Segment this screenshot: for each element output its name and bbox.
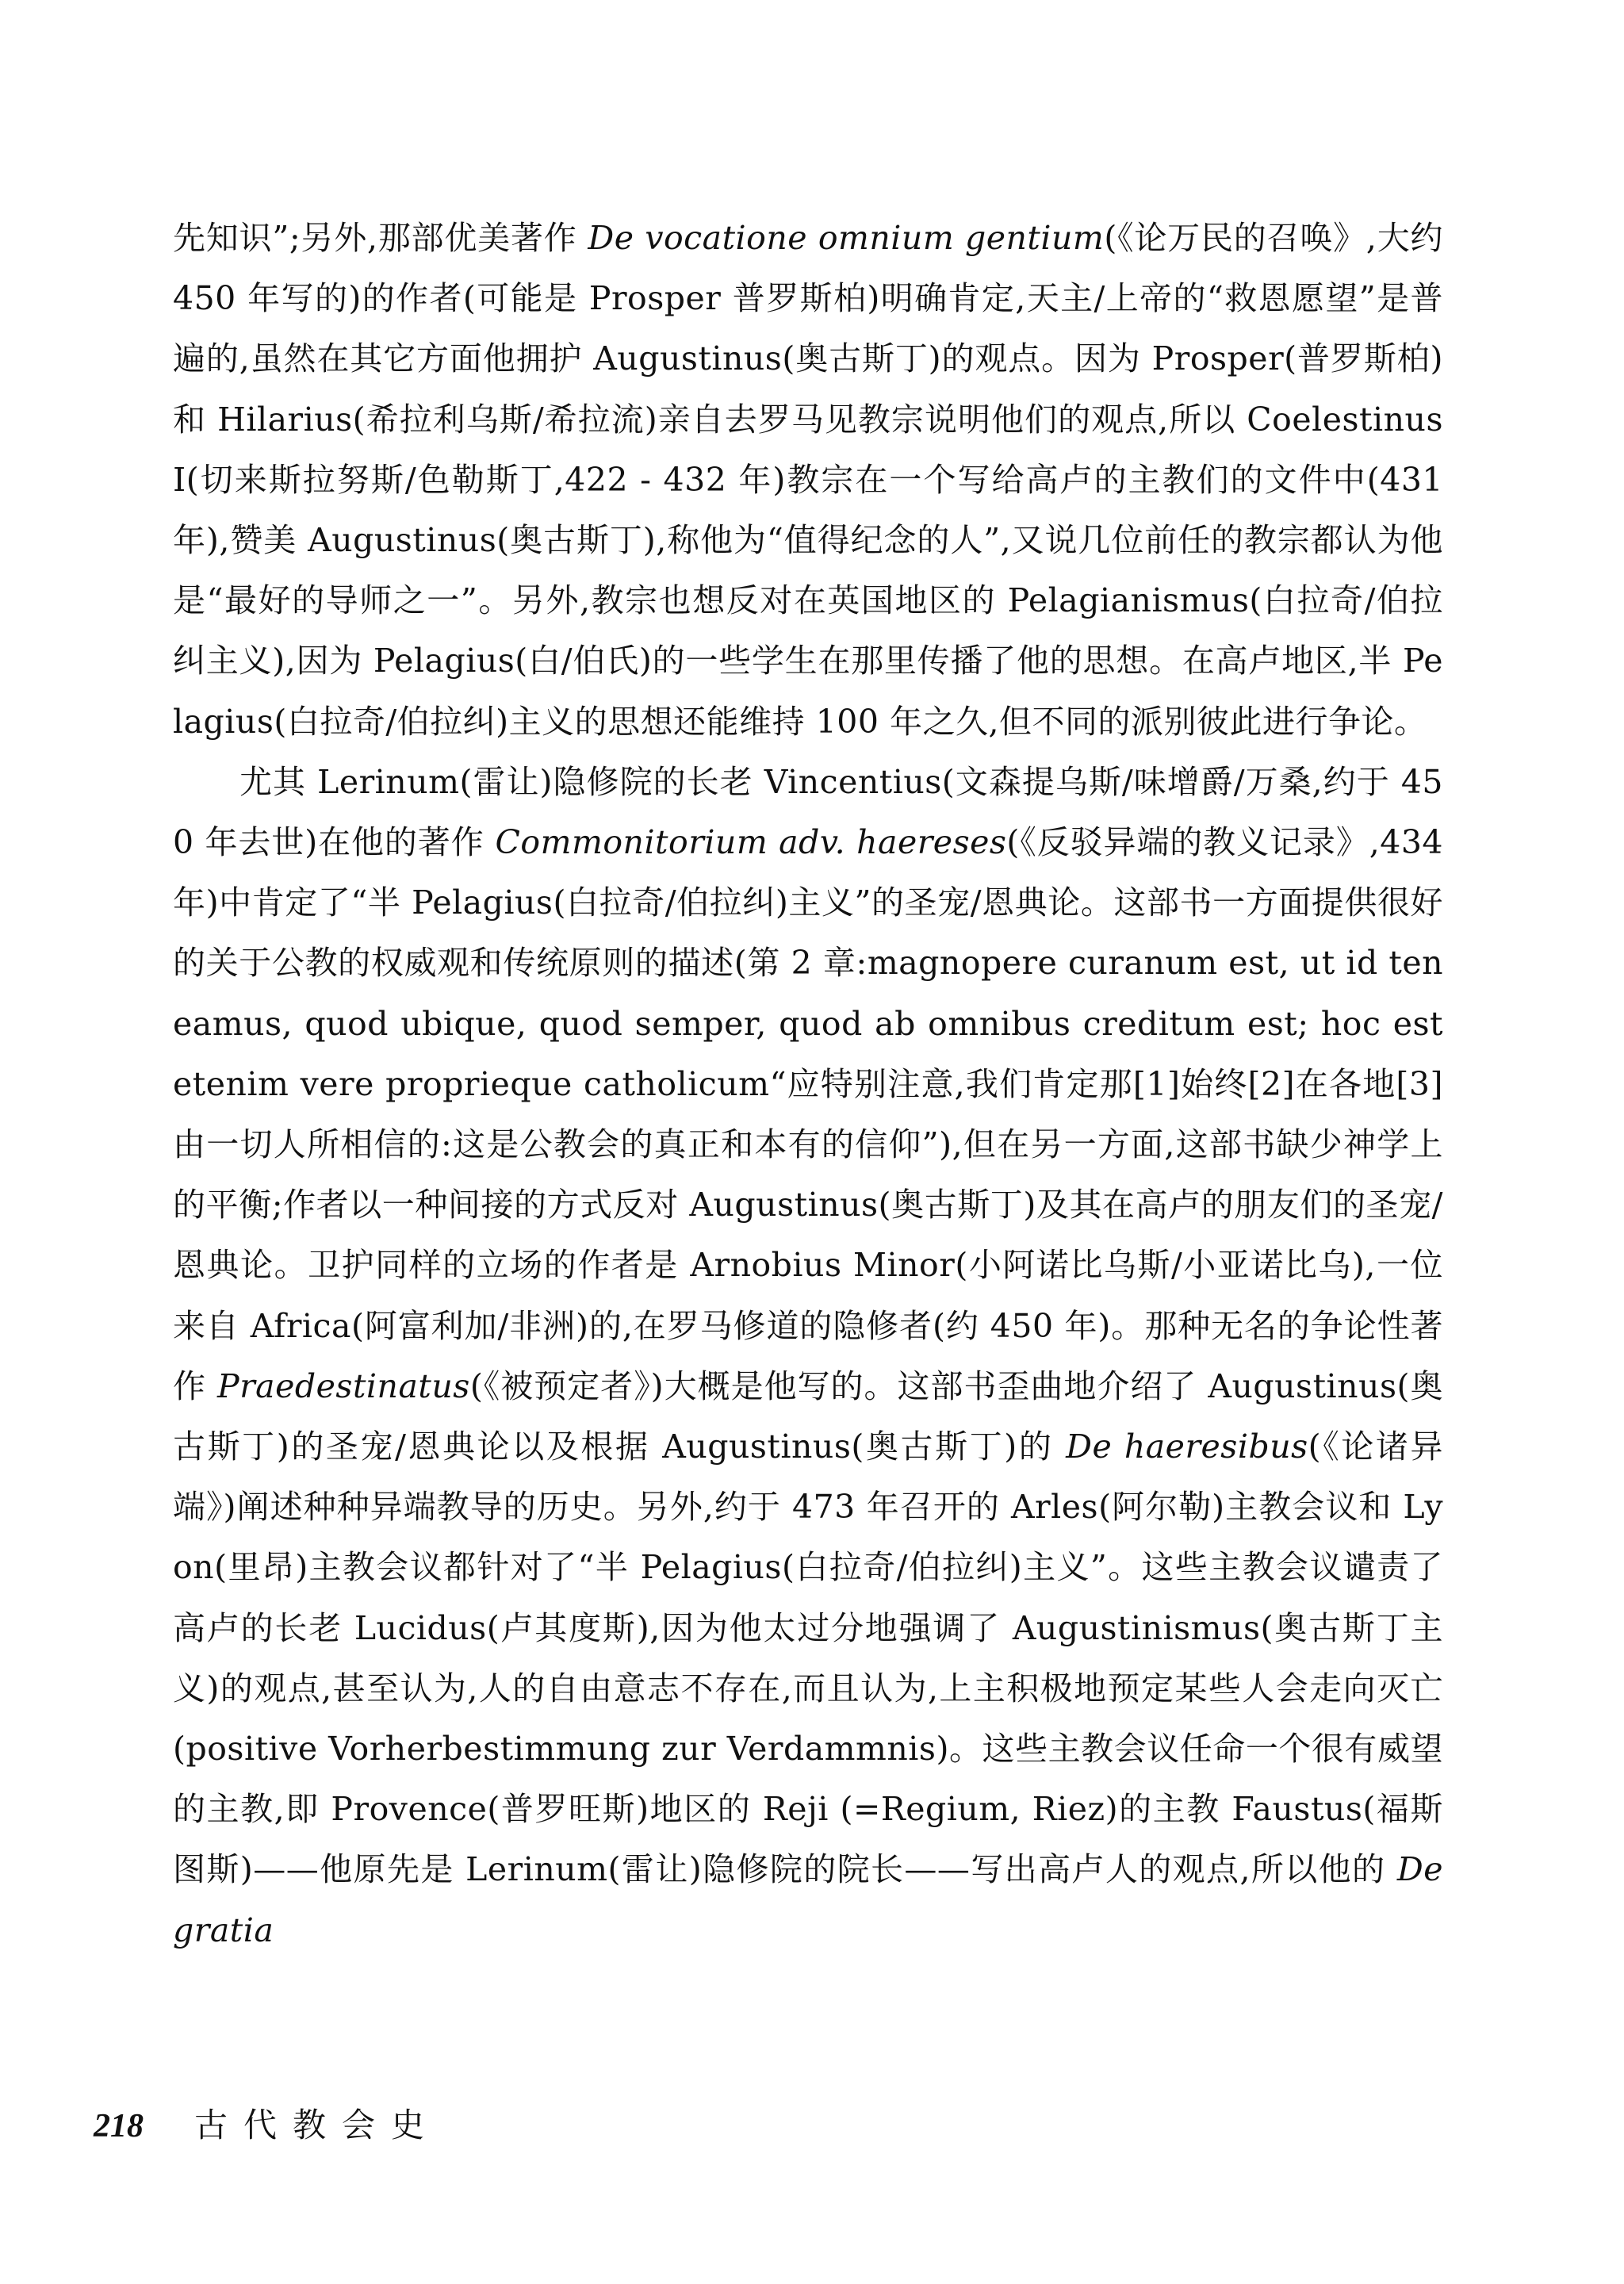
text-segment: 尤其 Lerinum(雷让)隐修院的长老 Vincentius(文森提乌斯/味增爵/万桑,约于 450 年去世)在他的著作 <box>173 762 1443 862</box>
text-segment: (《被预定者》)大概是他写的。这部书歪曲地介绍了 Augustinus(奥古斯丁)的圣宠/恩典论以及根据 Augustinus(奥古斯丁)的 <box>173 1366 1443 1466</box>
book-title-italic: Commonitorium adv. haereses <box>495 823 1007 862</box>
book-title-italic: Praedestinatus <box>217 1366 470 1405</box>
book-title-italic: De haeresibus <box>1066 1428 1308 1466</box>
text-segment: (《反驳异端的教义记录》,434 年)中肯定了“半 Pelagius(白拉奇/伯拉纠)主义”的圣宠/恩典论。这部书一方面提供很好的关于公教的权威观和传统原则的描述(第 2 章:magnopere curanum est, ut id teneamus, quod ubique, quod semper, quod ab omnibus creditum est; hoc est etenim vere proprieque catholicum“应特别注意,我们肯定那[1]始终[2]在各地[3]由一切人所相信的:这是公教会的真正和本有的信仰”),但在另一方面,这部书缺少神学上的平衡;作者以一种间接的方式反对 Augustinus(奥古斯丁)及其在高卢的朋友们的圣宠/恩典论。卫护同样的立场的作者是 Arnobius Minor(小阿诺比乌斯/小亚诺比乌),一位来自 Africa(阿富利加/非洲)的,在罗马修道的隐修者(约 450 年)。那种无名的争论性著作 <box>173 823 1443 1405</box>
page-number: 218 <box>94 2108 144 2144</box>
paragraph-2 <box>173 752 1443 1960</box>
page-body <box>173 208 1443 1960</box>
page-footer <box>94 2102 440 2149</box>
book-title-italic: De vocatione omnium gentium <box>588 219 1105 257</box>
text-segment: (《论万民的召唤》,大约 450 年写的)的作者(可能是 Prosper 普罗斯柏)明确肯定,天主/上帝的“救恩愿望”是普遍的,虽然在其它方面他拥护 Augustinus(奥古斯丁)的观点。因为 Prosper(普罗斯柏)和 Hilarius(希拉利乌斯/希拉流)亲自去罗马见教宗说明他们的观点,所以 Coelestinus I(切来斯拉努斯/色勒斯丁,422 - 432 年)教宗在一个写给高卢的主教们的文件中(431 年),赞美 Augustinus(奥古斯丁),称他为“值得纪念的人”,又说几位前任的教宗都认为他是“最好的导师之一”。另外,教宗也想反对在英国地区的 Pelagianismus(白拉奇/伯拉纠主义),因为 Pelagius(白/伯氏)的一些学生在那里传播了他的思想。在高卢地区,半 Pelagius(白拉奇/伯拉纠)主义的思想还能维持 100 年之久,但不同的派别彼此进行争论。 <box>173 219 1443 741</box>
paragraph-1 <box>173 208 1443 752</box>
text-segment: 先知识”;另外,那部优美著作 <box>173 219 588 257</box>
book-title-italic: De gratia <box>173 1850 1443 1949</box>
text-segment: (《论诸异端》)阐述种种异端教导的历史。另外,约于 473 年召开的 Arles(阿尔勒)主教会议和 Lyon(里昂)主教会议都针对了“半 Pelagius(白拉奇/伯拉纠)主义”。这些主教会议谴责了高卢的长老 Lucidus(卢其度斯),因为他太过分地强调了 Augustinismus(奥古斯丁主义)的观点,甚至认为,人的自由意志不存在,而且认为,上主积极地预定某些人会走向灭亡(positive Vorherbestimmung zur Verdammnis)。这些主教会议任命一个很有威望的主教,即 Provence(普罗旺斯)地区的 Reji (=Regium, Riez)的主教 Faustus(福斯图斯)——他原先是 Lerinum(雷让)隐修院的院长——写出高卢人的观点,所以他的 <box>173 1428 1443 1889</box>
running-title: 古代教会史 <box>194 2106 441 2144</box>
